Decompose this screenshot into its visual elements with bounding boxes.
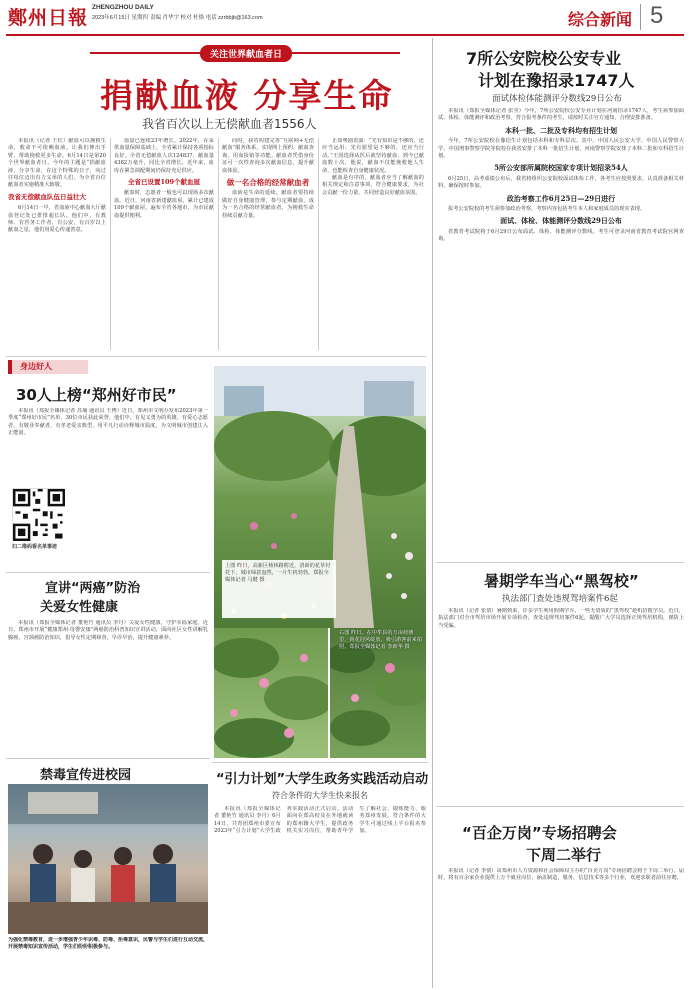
police-exam-sub-2: 5所公安部所属院校国家专项计划招录54人: [494, 163, 628, 173]
date-line: 2023年6月15日 星期四: [92, 15, 148, 21]
divider: [6, 758, 210, 759]
lead-col1-lead: 本报讯（记者 王红）献血可以挽救生命，救命不可依赖血液。让我们伸出手臂，帮助挽救更多生命。6月14日是第20个世界献血者日，今年的主题是“捐献血液，分享生命，在这个特殊的日子，向过往每位迈出有力义举的人们，为全省百位献血者实施精准大致敬。: [8, 138, 106, 189]
job-fair-body: 本报讯（记者 李倩）由郑州市人力资源和社会保障局主办的“百企万岗”专场招聘会将于下周二举行。届时，将有百余家企业提供上万个就业岗位，涵盖制造、服务、信息技术等多个行业，欢迎求职者前往应聘。: [438, 868, 684, 882]
classroom-photo-shapes: [8, 784, 208, 934]
women-health-headline-top: 宣讲“两癌”防治: [45, 581, 141, 596]
lead-col2-body: 血量已连续23年增长。2022年，在采供血量保障基础上，全省累计保持各项指标良好。全省无偿献血人次124837，献血量4382万毫升，同比全省增长。近年来，血库在紧急调配期间仍保持充足供应。: [114, 138, 214, 174]
police-exam-sub-4: 面试、体检、体能测评分数线29日公布: [500, 216, 622, 226]
driving-exam-body: 本报讯（记者 张倩）暑期到来，许多学生利用假期学车，一些无资质的“黑驾校”趁机招揽学员。近日，执法部门对全市驾培市场开展专项检查，查处违规驾培案件6起，提醒广大学员选择正规驾培机构，谨防上当受骗。: [438, 608, 684, 629]
qr-code[interactable]: [12, 488, 64, 540]
lead-col-4: [322, 138, 424, 353]
lead-col3-body: 同时，我省构建完善“互联网+无偿献血”服务体系，实现网上预约、献血查询、用血报销等功能。献血者凭借身份证可一次性查询多次献血信息，提升献血体验。: [222, 138, 314, 174]
lead-subhead: 我省百次以上无偿献血者1556人: [142, 117, 317, 131]
women-health-headline-bottom: 关爱女性健康: [40, 600, 119, 615]
divider: [212, 762, 428, 763]
police-exam-headline-2: 计划在豫招录1747人: [478, 71, 635, 90]
qr-caption: 扫二维码看名单事迹: [12, 544, 58, 550]
masthead-logo: 鄭州日報: [8, 7, 89, 29]
police-exam-body: 本报讯（郑报全媒体记者 张莹）今年，7所公安院校公安专业计划在河南招录1747人，考生须参加面试、体检、体能测评和政治考察。符合报考条件的考生，请按时关注官方通知，合理安排准备。: [438, 108, 684, 122]
driving-exam-headline: 暑期学车当心“黑驾校”: [484, 572, 639, 590]
divider: [6, 572, 210, 573]
lead-col2-subhead: 全省已设置109个献血屋: [127, 178, 201, 187]
good-people-kicker-text: 身边好人: [20, 361, 52, 371]
divider: [6, 356, 426, 357]
police-exam-body-2: 6月25日，高考成绩公布后，我省将组织公安院校面试体检工作，各考生应按照要求，认真准备相关材料，确保按时参加。: [438, 175, 684, 190]
paper-english-name: ZHENGZHOU DAILY: [92, 4, 154, 11]
good-people-body: 本报讯（郑报全媒体记者 苏瑜 通讯员 王博）近日，郑州市文明办发布2023年第一季度“郑州好市民”名单，30位市民获此荣誉。他们中，有见义勇为的英雄，有爱心志愿者，有敬业奉献者，有孝老爱亲典型，用平凡行动诠释城市温度，为文明城市创建注入正能量。: [8, 408, 208, 437]
divider: [436, 562, 684, 563]
divider: [218, 138, 219, 350]
job-fair-headline-2: 下周二举行: [526, 846, 602, 864]
police-exam-headline-1: 7所公安院校公安专业: [466, 49, 622, 68]
good-people-headline: 30人上榜“郑州好市民”: [16, 386, 177, 404]
drug-campaign-photo: [8, 784, 208, 934]
police-exam-body-4: 省教育考试院将于6月29日公布面试、体检、体能测评分数线，考生可登录河南省教育考试院官网查询。: [438, 228, 684, 243]
driving-exam-subhead: 执法部门查处违规驾培案件6起: [502, 594, 618, 604]
lotus-field-shapes: [214, 628, 328, 758]
police-exam-body-3: 报考公安院校的考生须参加政治考察，考察内容包括考生本人和家庭成员的现实表现。: [448, 206, 646, 213]
lead-col1-body: 6月14日一早，省血液中心献血大厅献血登记处已排排超长队。他们中，有教师、有医务工作者、有公安，有百岁以上献血之星，他们用爱心传递善意。: [8, 205, 106, 234]
lead-col2-body2: 献血时，志愿者一般也可以现场多次献血。近日，河南省新建献血屋，累计已建成109个献血屋，遍布全省各地市，为市民献血提供便利。: [114, 190, 214, 219]
divider: [318, 138, 319, 350]
civil-service-body: 本报讯（郑报全媒体记者 董艳竹 通讯员 李丹）6月14日，共青团郑州市委宣布2023年“引力计划”大学生政务实践活动正式启动。活动面向在郑高校及在外地就读的郑州籍大学生，提供政务机关实习岗位，帮助青年学生了解社会、锻炼能力、服务郑州发展。符合条件的大学生可通过线上平台报名参加。: [214, 806, 426, 835]
good-people-body-col2: [102, 470, 208, 570]
lead-col-1: [8, 138, 106, 353]
editor-line: 责编 肖华宇 校对 杜焕 电话 zzrbbjb@163.com: [150, 15, 263, 21]
divider: [432, 38, 433, 988]
lead-col-2: [114, 138, 214, 353]
lead-col3-body2: 血液是生命的延续。献血者要持续做好自身健康管理，参与定期献血，成为一名合格的经常献血者，为挽救生命持续贡献力量。: [222, 190, 314, 219]
divider: [436, 806, 684, 807]
police-exam-sub-3: 政治考察工作6月25日—29日进行: [506, 193, 616, 203]
police-exam-sub-1: 本科一批、二批及专科均有招生计划: [505, 125, 617, 135]
civil-service-headline: “引力计划”大学生政务实践活动启动: [216, 772, 429, 787]
lead-col1-subhead: 我省无偿献血队伍日益壮大: [8, 192, 86, 201]
lotus-photo-caption-box: [336, 628, 426, 758]
civil-service-subhead: 符合条件的大学生快来报名: [272, 791, 368, 800]
police-exam-subhead: 面试体检体能测评分数线29日公布: [492, 94, 622, 104]
park-photo-caption: 上图 昨日，高新区杨林路附近，清新的花草衬托下，城市绿意盎然，一片生机勃勃。郑报全媒体记者 马健 摄: [225, 563, 331, 583]
lotus-photo-left: [214, 628, 328, 758]
lead-col3-subhead: 做一名合格的经常献血者: [226, 178, 310, 188]
divider: [110, 138, 111, 350]
section-name: 综合新闻: [568, 10, 633, 29]
page-number: 5: [650, 2, 664, 29]
lead-col4-body: 正如粤剧表演：“光有知识是不够的，还应当运用；光有愿望是不够的，还应当行动。”王国选择从医后就坚持献血，到今已献血数十次，他说，献血不仅能挽救他人生命，也能检查自身健康状况。: [322, 138, 424, 174]
police-exam-content: [438, 108, 684, 556]
qr-code-image: [13, 489, 65, 541]
lead-col4-body2: 献血是有序的，献血者应当了解献血的相关规定和注意事项，符合健康要求，为社会贡献一份力量，共同营造良好献血氛围。: [322, 175, 424, 196]
lead-col-3: [222, 138, 314, 353]
masthead-rule: [6, 34, 684, 36]
women-health-body: 本报讯（郑报全媒体记者 董艳竹 通讯员 李丹）关爱女性健康，守护幸福家庭。近日，郑州市开展“健康郑州·母婴安康”两癌防治科普知识宣讲活动，面向社区女性讲解乳腺癌、宫颈癌防治知识，倡导女性定期筛查、早诊早治，提升健康素养。: [8, 620, 208, 641]
lead-kicker: 关注世界献血者日: [200, 45, 292, 62]
drug-campaign-headline: 禁毒宣传进校园: [40, 768, 132, 783]
lotus-photo-caption: 右图 昨日，在中牟县的万亩荷塘里，荷花迎风绽放，吸引游客前来拍照。郑报全媒体记者 李新华 摄: [339, 630, 423, 651]
job-fair-headline-1: “百企万岗”专场招聘会: [462, 824, 617, 842]
police-exam-body-1: 今年，7所公安院校在豫招生计划包括本科和专科层次。其中，中国人民公安大学、中国人民警察大学、中国刑事警察学院等院校在我省安排了本科一批招生计划，河南警察学院安排了本科二批和专科招生计划。: [438, 138, 684, 160]
park-photo-caption-box: [222, 560, 336, 618]
lead-headline: 捐献血液 分享生命: [100, 76, 394, 115]
drug-campaign-caption: 为强化禁毒教育，进一步增强青少年识毒、防毒、拒毒意识，民警与学生们进行互动交流，开展禁毒知识宣传活动，学生们纷纷积极参与。: [8, 937, 208, 950]
